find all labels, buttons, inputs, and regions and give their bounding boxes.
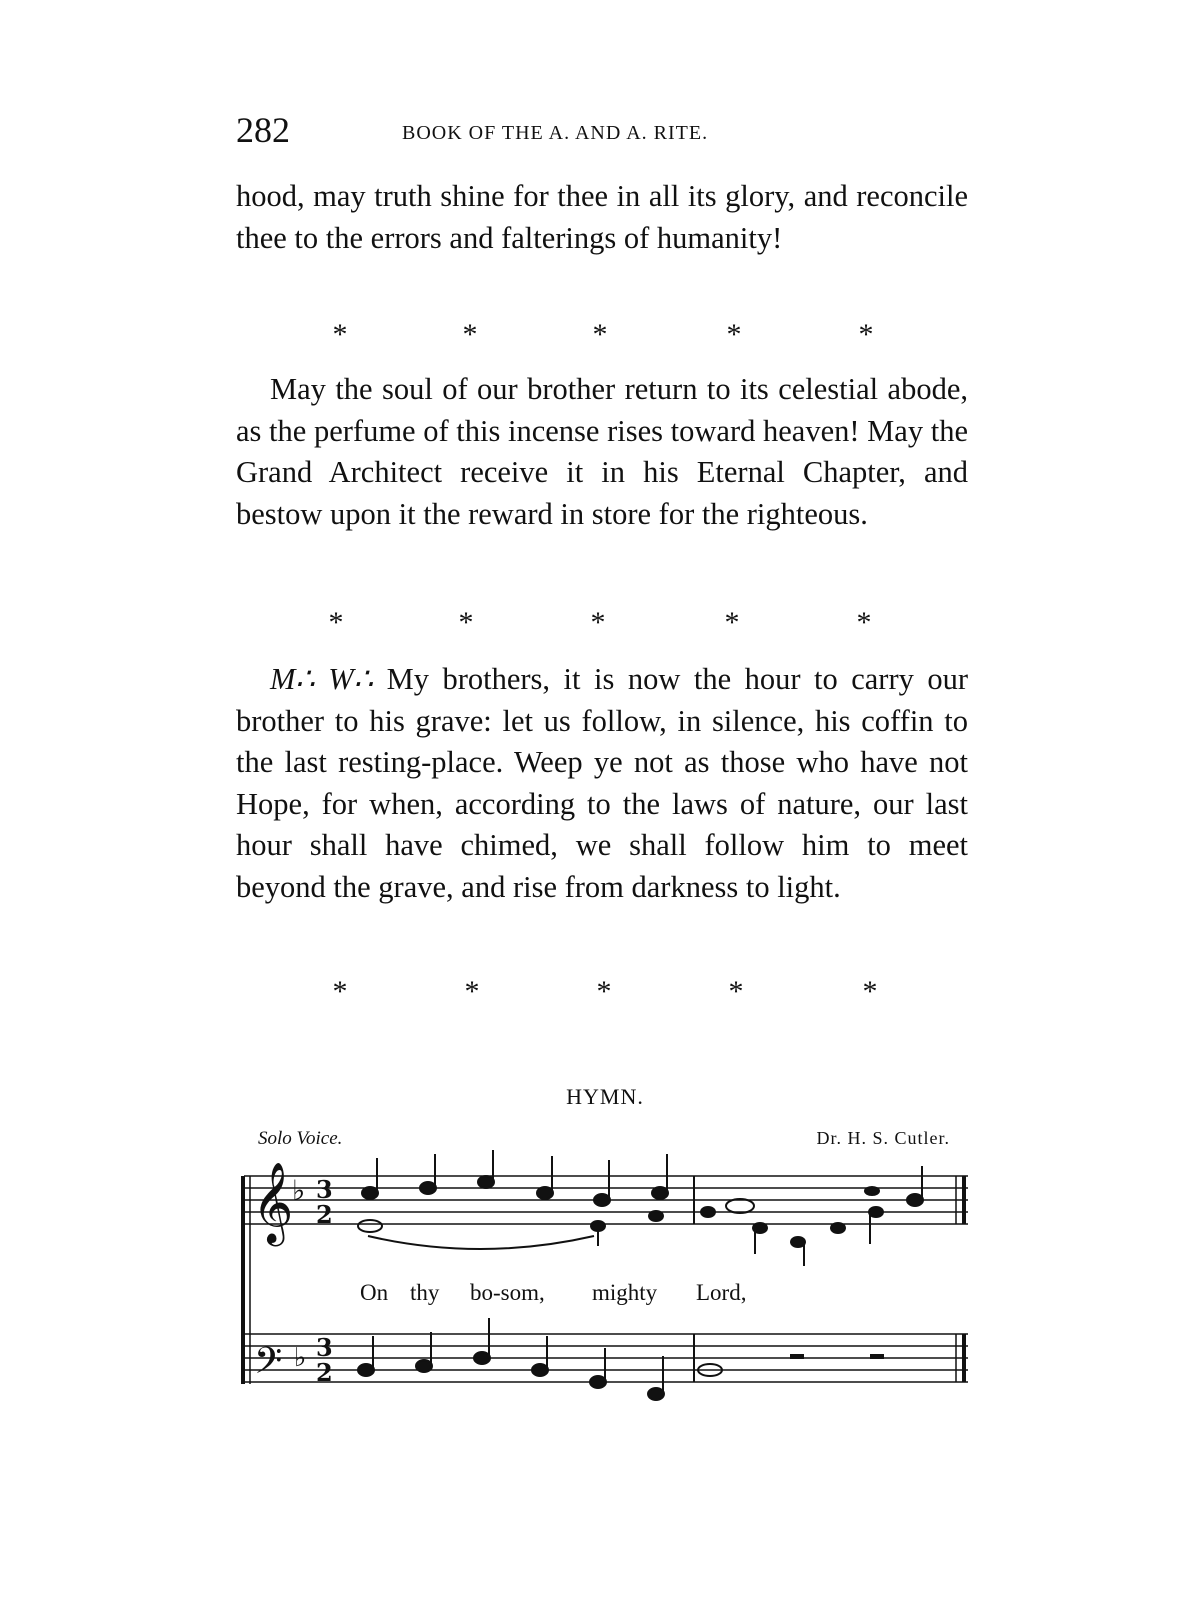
star: * [596,975,612,1008]
star: * [328,606,344,639]
star: * [332,975,348,1008]
page-number: 282 [236,110,290,150]
star: * [728,975,744,1008]
slur [368,1236,594,1249]
composer-credit: Dr. H. S. Cutler. [816,1128,950,1148]
voice-label: Solo Voice. [258,1128,343,1149]
star: * [856,606,872,639]
lyric-syllable: bo-som, [470,1280,545,1305]
star: * [724,606,740,639]
star: * [458,606,474,639]
paragraph-closing-prayer: hood, may truth shine for thee in all its glory, and reconcile thee to the errors and falterings of humanity! [236,179,968,255]
paragraph-incense-prayer: May the soul of our brother return to its celestial abode, as the perfume of this incense rises toward heaven! May the Grand Architect receive it in his Eternal Chapter, and bestow upon it the reward in store for the righteous. [236,372,968,531]
address-text: My brothers, it is now the hour to carry our brother to his grave: let us follow, in silence, his coffin to the last resting-place. Weep ye not as those who have not Hope, for when, according to the laws of nature, our last hour shall have chimed, we shall follow him to meet beyond the grave, and rise from darkness to light. [236,662,969,904]
star: * [590,606,606,639]
star: * [332,318,348,351]
time-signature [316,1175,333,1387]
svg-text:2: 2 [316,1200,333,1229]
flat-sign-icon: ♭ [294,1343,307,1373]
bass-notes [358,1318,884,1400]
running-title: BOOK OF THE A. AND A. RITE. [402,122,709,144]
star: * [862,975,878,1008]
hymn-title: HYMN. [566,1084,644,1109]
svg-text:2: 2 [316,1358,333,1387]
star: * [726,318,742,351]
star: * [858,318,874,351]
lyric-syllable: Lord, [696,1280,747,1305]
star: * [464,975,480,1008]
star: * [592,318,608,351]
svg-text:3: 3 [316,1333,333,1362]
speaker-abbreviation: M∴ W∴ [270,662,374,696]
svg-text:3: 3 [316,1175,333,1204]
star: * [462,318,478,351]
lyric-syllable: On [360,1280,389,1305]
flat-sign-icon: ♭ [292,1174,306,1207]
melody-notes [362,1150,923,1213]
bass-clef-icon: 𝄢 [254,1340,283,1391]
lyric-syllable: mighty [592,1280,658,1305]
alto-notes [358,1207,883,1266]
lyric-syllable: thy [410,1280,440,1305]
treble-clef-icon: 𝄞 [252,1161,294,1243]
